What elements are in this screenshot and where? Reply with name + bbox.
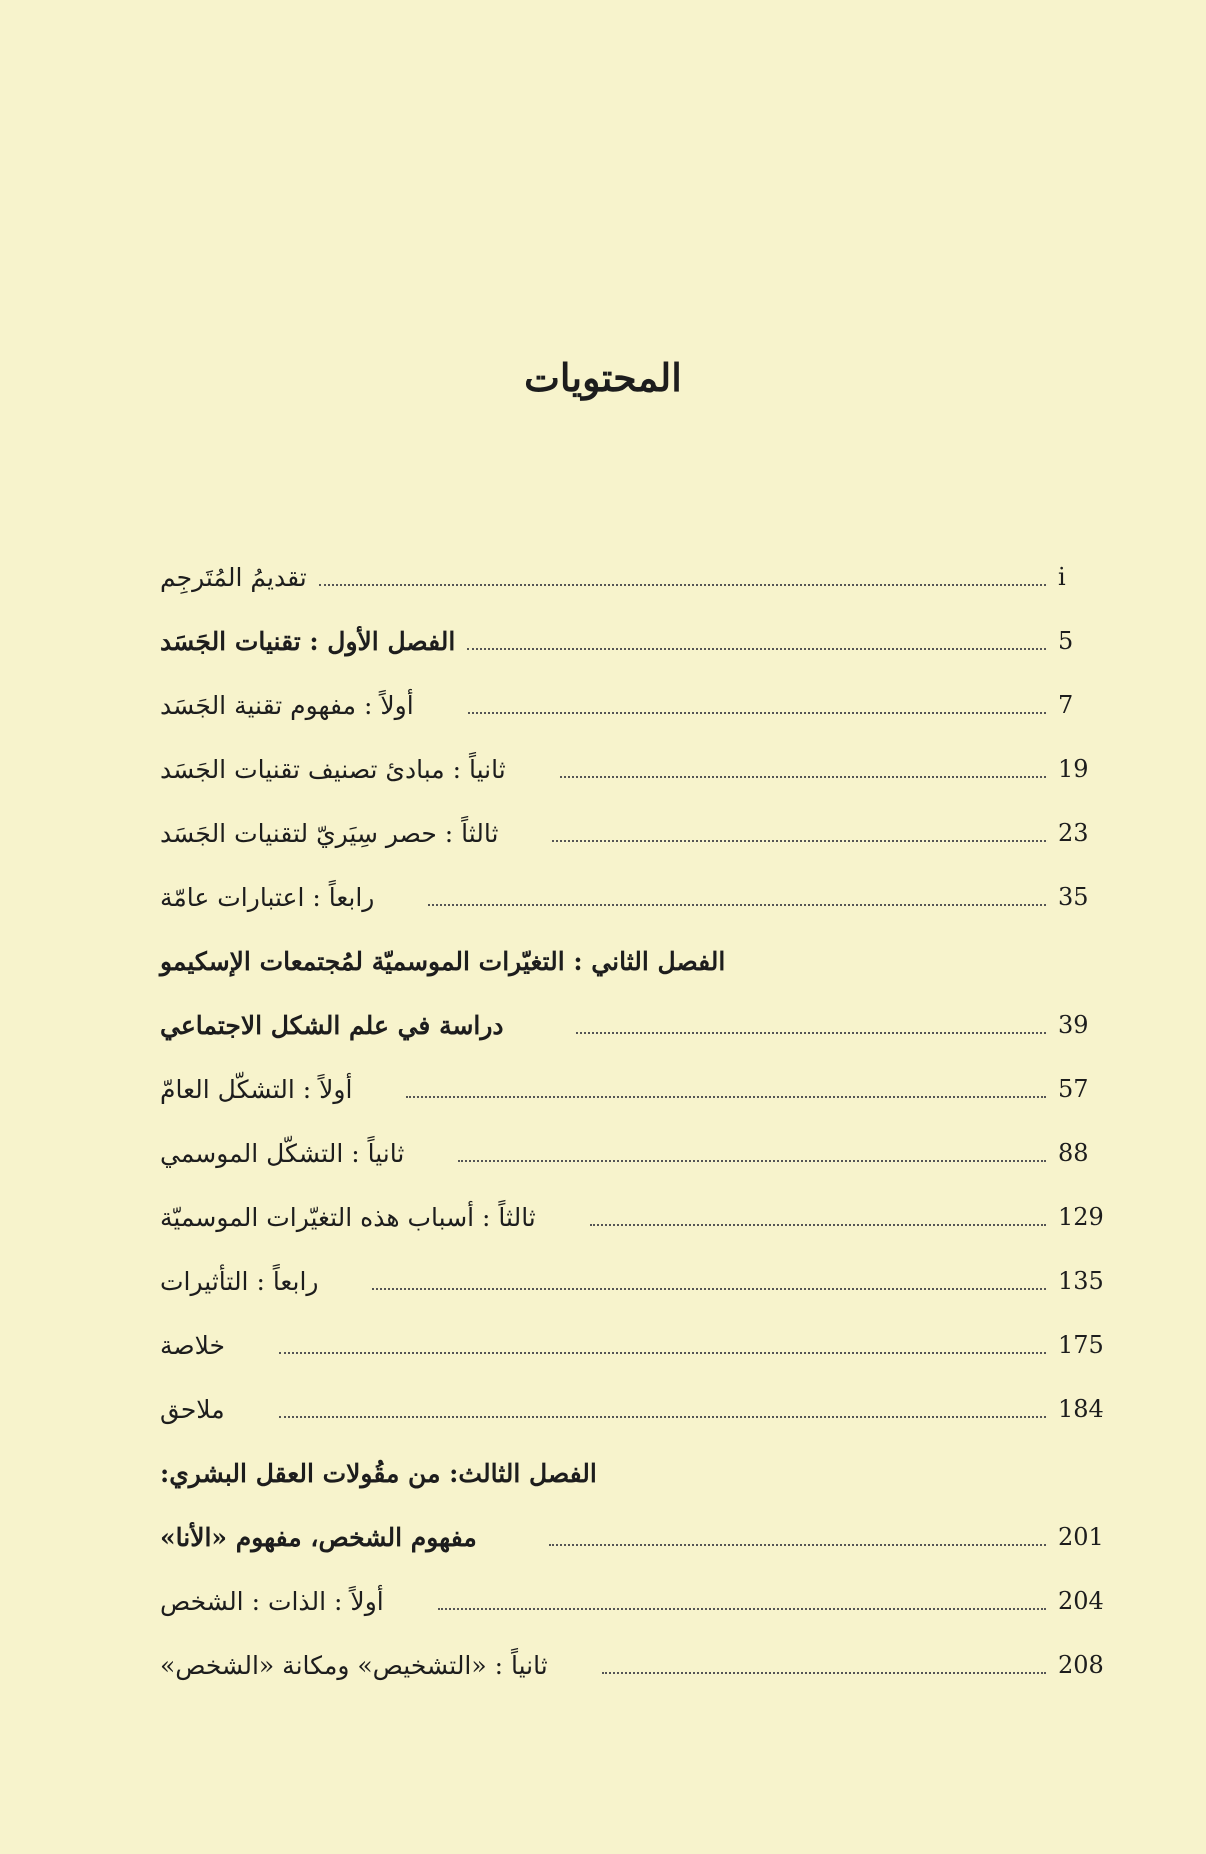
toc-row [160,1313,1106,1377]
toc-entry-label: ثالثاً : أسباب هذه التغيّرات الموسميّة [160,1202,536,1232]
dot-leader [438,1608,1046,1610]
table-of-contents [160,545,1106,1697]
toc-page-number: 57 [1058,1075,1089,1103]
toc-entry-label: الفصل الثاني : التغيّرات الموسميّة لمُجتمعات الإسكيمو [160,946,726,976]
dot-leader [467,648,1046,650]
dot-leader [406,1096,1046,1098]
dot-leader [602,1672,1046,1674]
toc-row [160,1121,1106,1185]
toc-page-number: 88 [1058,1139,1089,1167]
toc-entry-label: ثانياً : «التشخيص» ومكانة «الشخص» [160,1650,548,1680]
toc-entry-label: أولاً : مفهوم تقنية الجَسَد [160,690,414,720]
dot-leader [279,1352,1046,1354]
page-title: المحتويات [524,355,682,400]
toc-page-number: 23 [1058,819,1089,847]
dot-leader [372,1288,1046,1290]
dot-leader [468,712,1046,714]
toc-entry-label: الفصل الأول : تقنيات الجَسَد [160,626,456,656]
toc-page-number: 39 [1058,1011,1089,1039]
dot-leader [590,1224,1046,1226]
toc-page-number: 204 [1058,1587,1104,1615]
dot-leader [560,776,1046,778]
toc-page-number: 184 [1058,1395,1104,1423]
dot-leader [458,1160,1046,1162]
toc-row [160,545,1106,609]
toc-row [160,1057,1106,1121]
toc-row [160,737,1106,801]
toc-row [160,993,1106,1057]
dot-leader [576,1032,1046,1034]
toc-entry-label: أولاً : التشكّل العامّ [160,1074,353,1104]
toc-page-number: 35 [1058,883,1089,911]
toc-row [160,1569,1106,1633]
toc-entry-label: ثانياً : مبادئ تصنيف تقنيات الجَسَد [160,754,506,784]
toc-page-number: 5 [1058,627,1074,655]
toc-entry-label: ثالثاً : حصر سِيَريّ لتقنيات الجَسَد [160,818,499,848]
toc-entry-label: خلاصة [160,1330,226,1360]
toc-row [160,1633,1106,1697]
dot-leader [549,1544,1046,1546]
dot-leader [279,1416,1046,1418]
toc-row [160,673,1106,737]
toc-entry-label: ثانياً : التشكّل الموسمي [160,1138,405,1168]
toc-page-number: 208 [1058,1651,1104,1679]
toc-page-number: 7 [1058,691,1074,719]
toc-entry-label: ملاحق [160,1394,225,1424]
dot-leader [552,840,1046,842]
toc-page-number: 135 [1058,1267,1104,1295]
toc-row [160,1505,1106,1569]
toc-page-number: 129 [1058,1203,1104,1231]
toc-page-number: 19 [1058,755,1089,783]
toc-page-number: 201 [1058,1523,1104,1551]
toc-row [160,1185,1106,1249]
toc-entry-label: أولاً : الذات : الشخص [160,1586,384,1616]
toc-entry-label: رابعاً : اعتبارات عامّة [160,882,375,912]
toc-row [160,929,1106,993]
toc-entry-label: مفهوم الشخص، مفهوم «الأنا» [160,1522,477,1552]
toc-row [160,1441,1106,1505]
toc-entry-label: الفصل الثالث: من مقُولات العقل البشري: [160,1458,597,1488]
toc-entry-label: رابعاً : التأثيرات [160,1266,319,1296]
toc-row [160,801,1106,865]
toc-row [160,1249,1106,1313]
toc-row [160,609,1106,673]
toc-row [160,1377,1106,1441]
dot-leader [319,584,1046,586]
toc-page-number: i [1058,563,1066,591]
toc-row [160,865,1106,929]
dot-leader [428,904,1046,906]
toc-entry-label: تقديمُ المُتَرجِم [160,562,307,592]
toc-entry-label: دراسة في علم الشكل الاجتماعي [160,1010,504,1040]
toc-page-number: 175 [1058,1331,1104,1359]
